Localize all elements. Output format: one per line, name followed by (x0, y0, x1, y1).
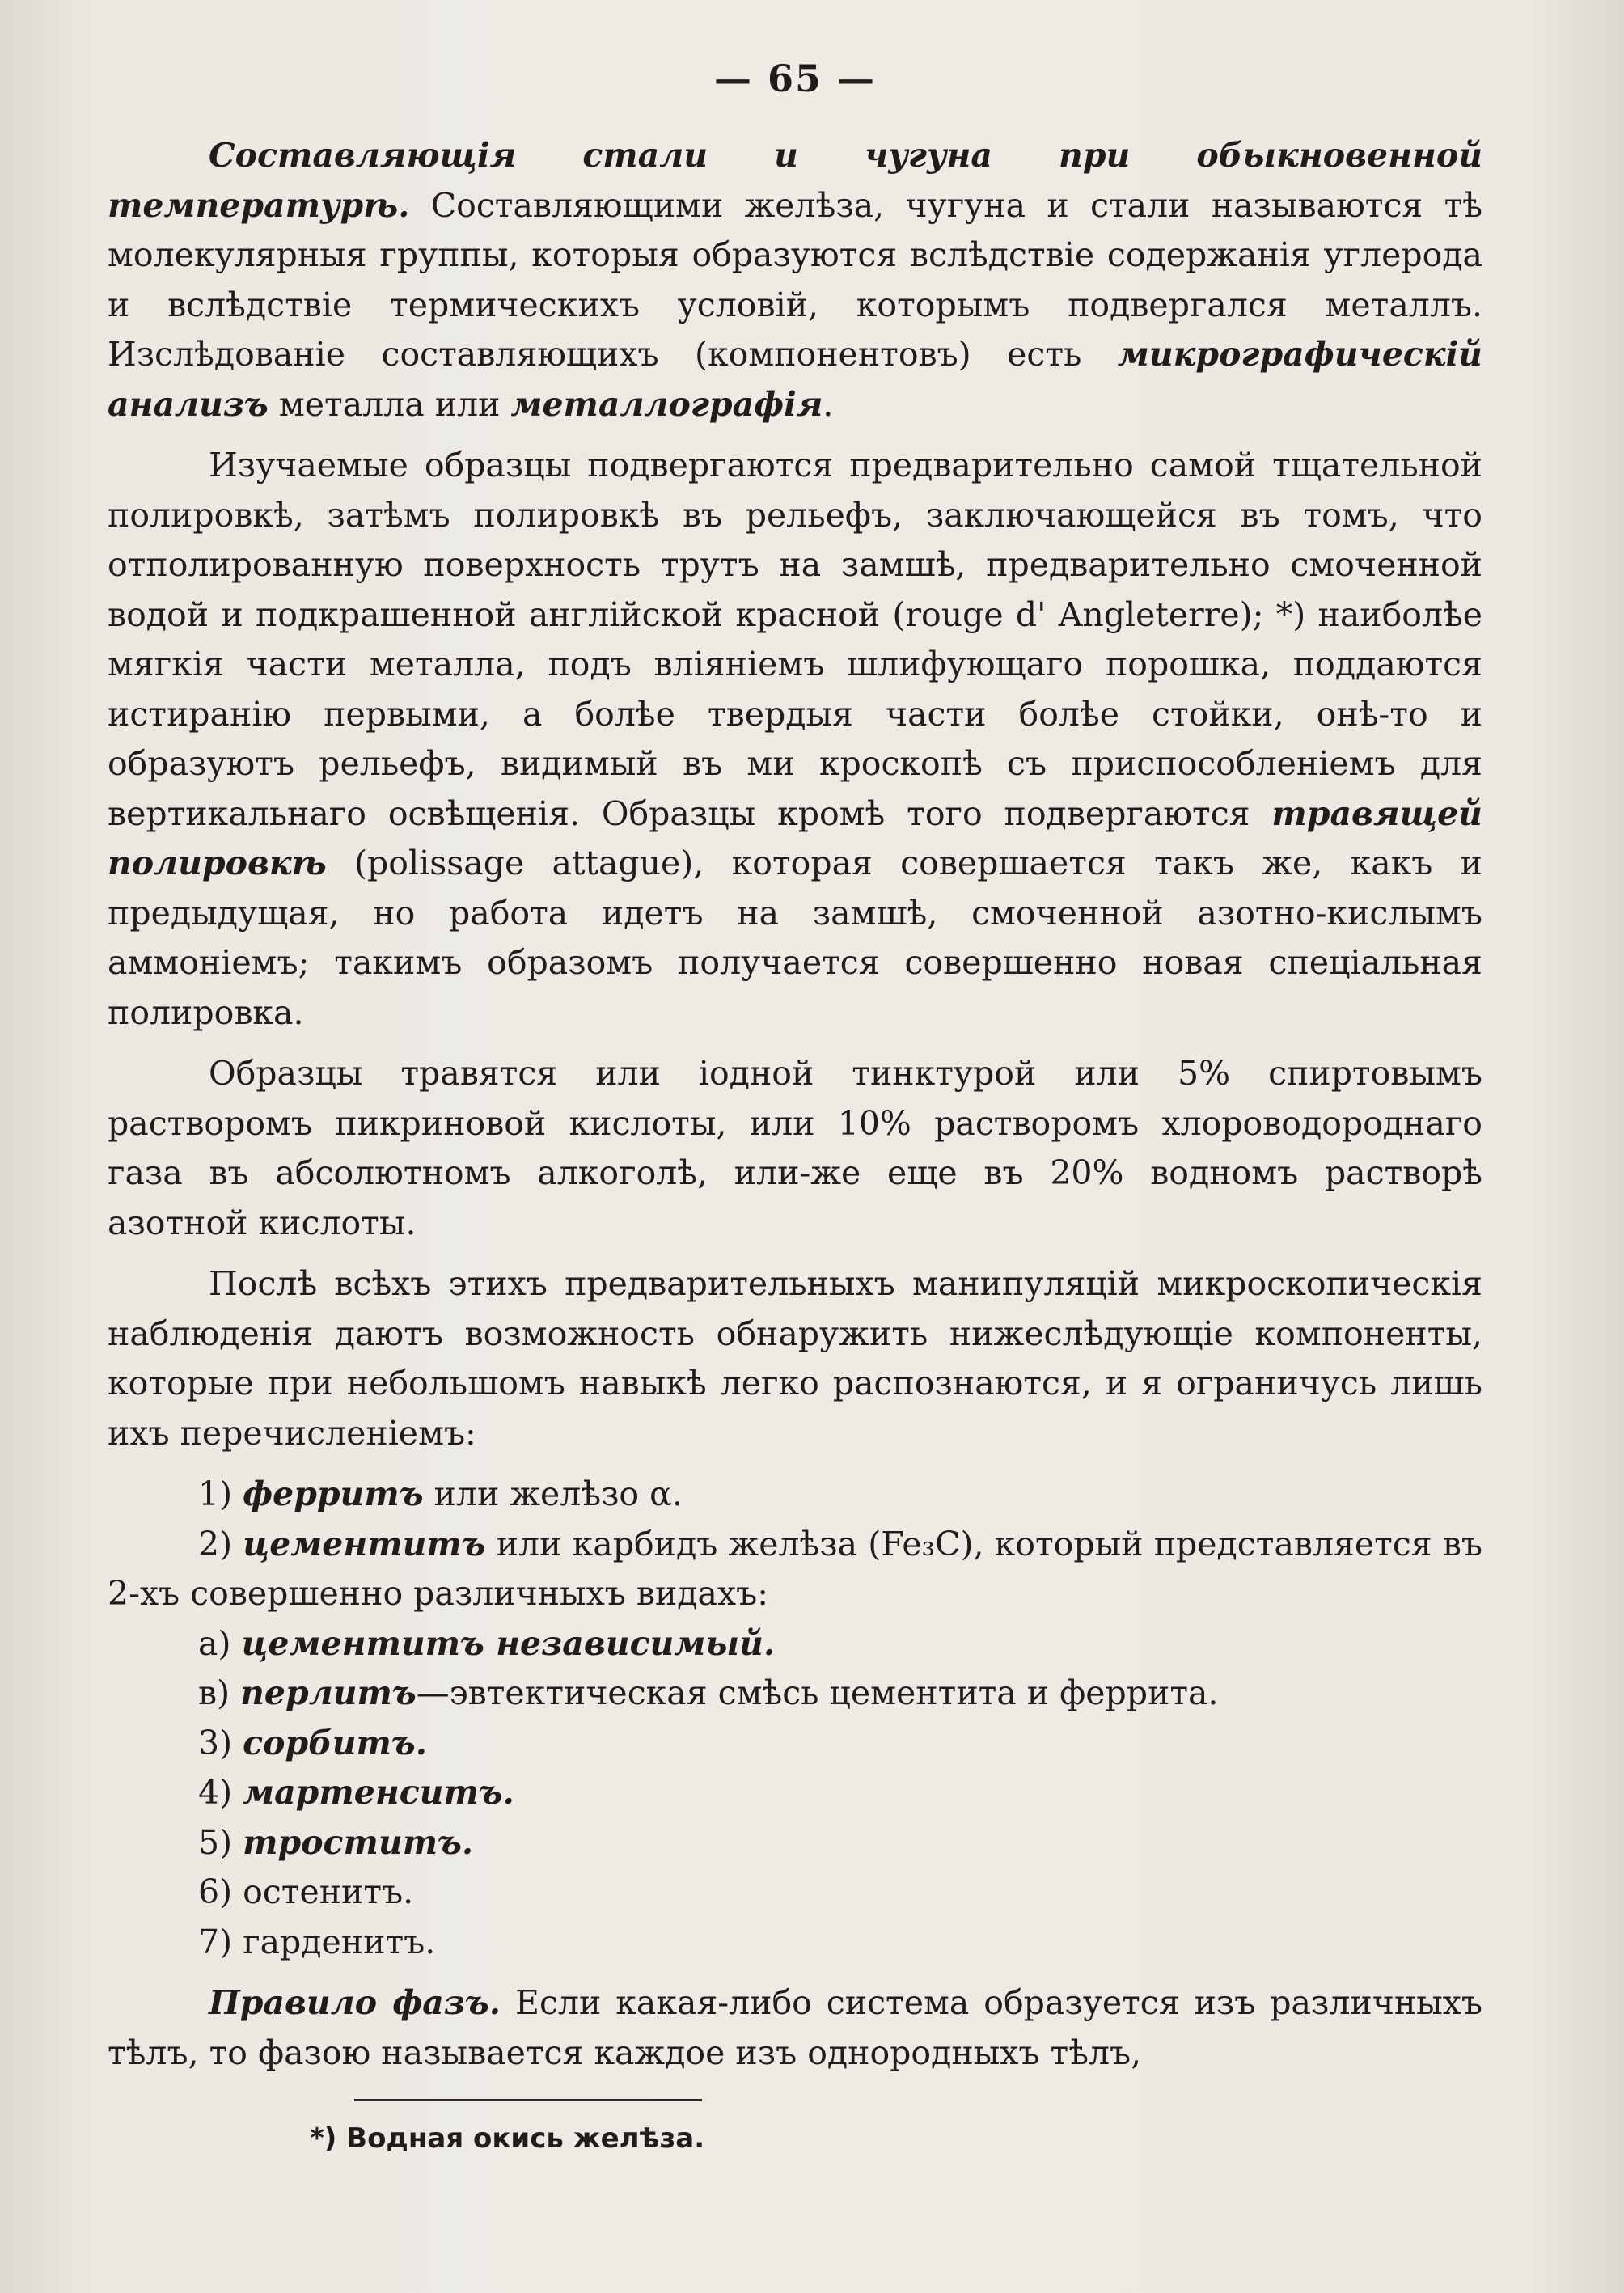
list-item: 1) ферритъ или желѣзо α. (198, 1474, 683, 1513)
list-item: а) цементитъ независимый. (198, 1623, 776, 1663)
body-text (108, 131, 1482, 2078)
list-item: в) перлитъ—эвтектическая смѣсь цементита и феррита. (198, 1673, 1219, 1712)
list-item: 7) гарденитъ. (198, 1922, 436, 1961)
paragraph-etching: Образцы травятся или іодной тинктурой или 5% спиртовымъ растворомъ пикриновой кислоты, или 10% растворомъ хлороводороднаго газа въ абсолютномъ алкоголѣ, или-же еще въ 20% водномъ растворѣ азотной кислоты. (108, 1054, 1482, 1242)
list-item: 5) троститъ. (198, 1822, 474, 1862)
list-item: 6) остенитъ. (198, 1872, 414, 1911)
paragraph-phase-rule: Правило фазъ. Если какая-либо система образуется изъ различныхъ тѣлъ, то фазою называется каждое изъ однородныхъ тѣлъ, (108, 1983, 1482, 2072)
components-list (108, 1470, 1482, 1967)
list-item: 2) цементитъ или карбидъ желѣза (Fe₃C), который представляется въ 2-хъ совершенно различныхъ видахъ: (108, 1524, 1482, 1613)
footnote: *) Водная окись желѣза. (310, 2122, 705, 2155)
paragraph-polishing: Изучаемые образцы подвергаются предварительно самой тщательной полировкѣ, затѣмъ полировкѣ въ рельефъ, заключающейся въ томъ, что отполированную поверхность трутъ на замшѣ, предварительно смоченной водой и подкрашенной англійской красной (rouge d' Angleterre); *) наиболѣе мягкія части металла, подъ вліяніемъ шлифующаго порошка, поддаются истиранію первыми, а болѣе твердыя части болѣе стойки, онѣ-то и образуютъ рельефъ, видимый въ ми кроскопѣ съ приспособленіемъ для вертикальнаго освѣщенія. Образцы кромѣ того подвергаются травящей полировкѣ (polissage attague), которая совершается такъ же, какъ и предыдущая, но работа идетъ на замшѣ, смоченной азотно-кислымъ аммоніемъ; такимъ образомъ получается совершенно новая спеціальная полировка. (108, 446, 1482, 1032)
section-heading: Составляющія стали и чугуна при обыкновенной температурѣ. (108, 136, 1482, 225)
list-item: 4) мартенситъ. (198, 1773, 514, 1812)
paragraph-observations: Послѣ всѣхъ этихъ предварительныхъ манипуляцій микроскопическія наблюденія даютъ возможность обнаружить нижеслѣдующіе компоненты, которые при небольшомъ навыкѣ легко распознаются, и я ограничусь лишь ихъ перечисленіемъ: (108, 1264, 1482, 1453)
paragraph-components: Составляющія стали и чугуна при обыкновенной температурѣ. Составляющими желѣза, чугуна и стали называются тѣ молекулярныя группы, которыя образуются вслѣдствіе содержанія углерода и вслѣдствіе термическихъ условій, которымъ подвергался металлъ. Изслѣдованіе составляющихъ (компонентовъ) есть микрографическій анализъ металла или металлографія. (108, 136, 1482, 424)
page-number: — 65 — (713, 57, 877, 100)
list-item: 3) сорбитъ. (198, 1723, 428, 1762)
footnote-divider (354, 2099, 702, 2101)
